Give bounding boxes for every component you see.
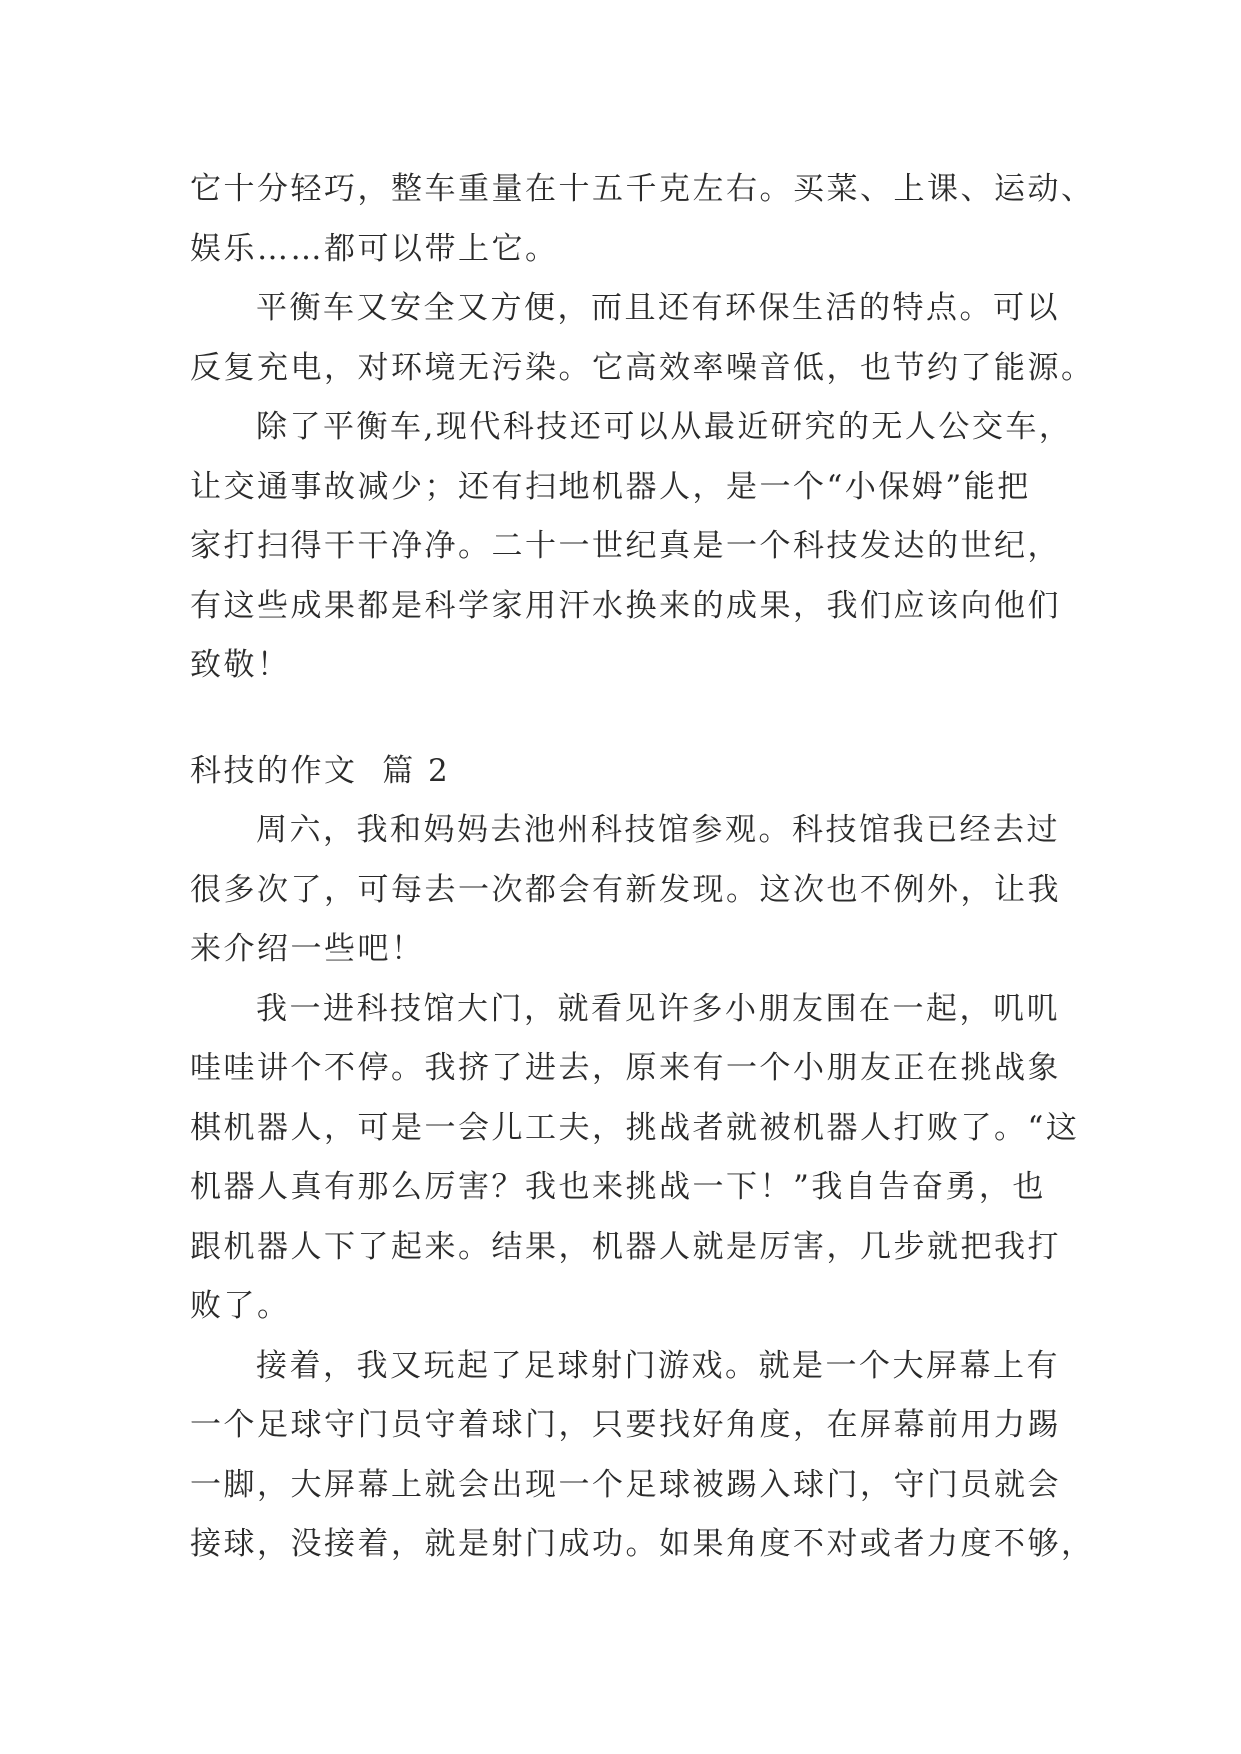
text-line: 娱乐……都可以带上它。 — [190, 230, 559, 267]
text-line: 接球，没接着，就是射门成功。如果角度不对或者力度不够， — [190, 1526, 1095, 1562]
paragraph — [190, 398, 1073, 696]
text-line: 反复充电，对环境无污染。它高效率噪音低，也节约了能源。 — [190, 349, 1095, 386]
text-line: 败了。 — [190, 1288, 291, 1324]
text-line: 棋机器人，可是一会儿工夫，挑战者就被机器人打败了。“这 — [190, 1109, 1080, 1146]
document-body — [190, 160, 1095, 1575]
text-line: 一脚，大屏幕上就会出现一个足球被踢入球门，守门员就会 — [190, 1466, 1061, 1503]
paragraph — [190, 279, 1095, 398]
section-heading: 科技的作文 篇 2 — [190, 752, 451, 789]
paragraph — [190, 160, 1095, 279]
text-line: 来介绍一些吧！ — [190, 931, 425, 967]
section-spacer — [190, 696, 1060, 742]
text-line: 机器人真有那么厉害？我也来挑战一下！”我自告奋勇，也 — [190, 1169, 1046, 1205]
text-line: 除了平衡车,现代科技还可以从最近研究的无人公交车， — [256, 409, 1073, 445]
text-line: 跟机器人下了起来。结果，机器人就是厉害，几步就把我打 — [190, 1228, 1061, 1265]
text-line: 有这些成果都是科学家用汗水换来的成果，我们应该向他们 — [190, 587, 1061, 624]
text-line: 哇哇讲个不停。我挤了进去，原来有一个小朋友正在挑战象 — [190, 1050, 1061, 1086]
text-line: 家打扫得干干净净。二十一世纪真是一个科技发达的世纪， — [190, 528, 1061, 564]
text-line: 很多次了，可每去一次都会有新发现。这次也不例外，让我 — [190, 871, 1061, 908]
text-line: 周六，我和妈妈去池州科技馆参观。科技馆我已经去过 — [256, 812, 1060, 848]
paragraph — [190, 1337, 1095, 1575]
paragraph — [190, 980, 1080, 1337]
text-line: 接着，我又玩起了足球射门游戏。就是一个大屏幕上有 — [256, 1347, 1060, 1384]
paragraph — [190, 801, 1060, 980]
text-line: 它十分轻巧，整车重量在十五千克左右。买菜、上课、运动、 — [190, 171, 1095, 207]
text-line: 致敬！ — [190, 647, 291, 683]
text-line: 平衡车又安全又方便，而且还有环保生活的特点。可以 — [256, 290, 1060, 326]
section-heading-block — [190, 742, 1060, 802]
text-line: 我一进科技馆大门，就看见许多小朋友围在一起，叽叽 — [256, 990, 1060, 1027]
text-line: 让交通事故减少；还有扫地机器人，是一个“小保姆”能把 — [190, 468, 1031, 505]
text-line: 一个足球守门员守着球门，只要找好角度，在屏幕前用力踢 — [190, 1407, 1061, 1443]
